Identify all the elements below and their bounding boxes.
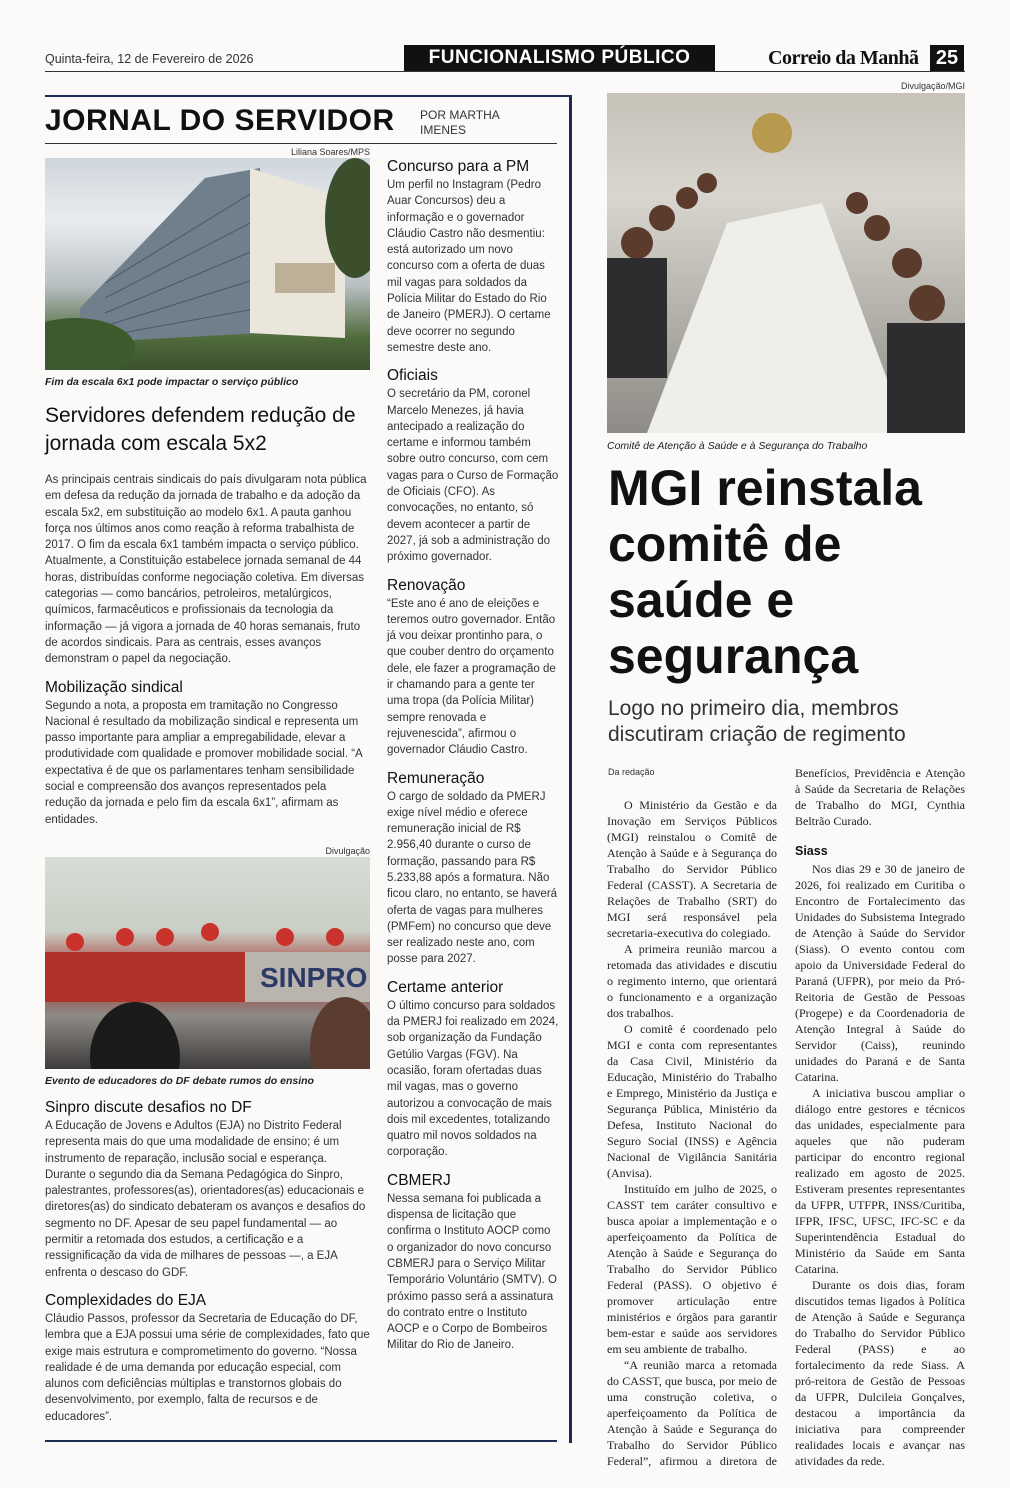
title-divider <box>45 143 557 144</box>
left-column <box>45 402 370 828</box>
subhead: Mobilização sindical <box>45 678 183 696</box>
banner-text: SINPRO <box>260 962 368 993</box>
subhead: Remuneração <box>387 769 485 787</box>
article-paragraph: A iniciativa buscou ampliar o diálogo entre gestores e técnicos das unidades, especialmente para aqueles que não puderam participar do encontro regional realizado em agosto de 2025. Estiveram presentes representantes da UFPR, UTFPR, INSS/Curitiba, IFPR, IFSC, UFSC, IFC-SC e da Superintendência Estadual do Ministério da Saúde em Santa Catarina. <box>795 1086 965 1276</box>
article-paragraph: O Ministério da Gestão e da Inovação em Serviços Públicos (MGI) reinstalou o Comitê de Atenção à Saúde e à Segurança do Trabalho do Servidor Público Federal (CASST). A Secretaria de Relações de Trabalho (SRT) do MGI será responsável pela secretaria-executiva do colegiado. <box>607 798 777 940</box>
subhead: Complexidades do EJA <box>45 1291 207 1309</box>
photo-caption: Evento de educadores do DF debate rumos do ensino <box>45 1075 314 1087</box>
event-illustration <box>45 857 370 1069</box>
header-divider <box>45 71 965 72</box>
ministry-building-photo <box>45 158 370 370</box>
subhead: Certame anterior <box>387 978 504 996</box>
newspaper-logo: Correio da Manhã <box>768 47 919 69</box>
article-author: Da redação <box>608 767 655 777</box>
section-label: FUNCIONALISMO PÚBLICO <box>404 45 715 71</box>
photo-caption: Comitê de Atenção à Saúde e à Segurança do Trabalho <box>607 440 868 452</box>
middle-column <box>387 157 559 1354</box>
column-frame-right <box>569 95 572 1443</box>
page-number: 25 <box>930 45 964 71</box>
left-column-lower <box>45 1098 370 1425</box>
article-body <box>607 765 965 1469</box>
issue-date: Quinta-feira, 12 de Fevereiro de 2026 <box>45 52 254 66</box>
subhead: CBMERJ <box>387 1171 451 1189</box>
article-paragraph: O comitê é coordenado pelo MGI e conta com representantes da Casa Civil, Ministério da Educação, Ministério do Trabalho e Emprego, Ministério da Justiça e Segurança Pública, Ministério da Defesa, Instituto Nacional do Seguro Social (INSS) e Agência Nacional de Vigilância Sanitária (Anvisa). <box>607 1022 777 1180</box>
article-headline: Servidores defendem redução de jornada com escala 5x2 <box>45 404 356 455</box>
column-paragraph: O último concurso para soldados da PMERJ foi realizado em 2024, sob organização da Fundação Getúlio Vargas (FGV). Na ocasião, foram ofertadas duas mil vagas, mas o governo autorizou a convocação de mais dois mil excedentes, totalizando quatro mil novos soldados na corporação. <box>387 999 559 1159</box>
subhead: Concurso para a PM <box>387 158 530 175</box>
article-paragraph: A primeira reunião marcou a retomada das atividades e discutiu o regimento interno, que orientará o funcionamento e a organização dos trabalhos. <box>607 942 777 1020</box>
column-paragraph: Um perfil no Instagram (Pedro Auar Concursos) deu a informação e o governador Cláudio Castro não desmentiu: está autorizado um novo concurso com a oferta de duas mil vagas para soldados da Polícia Militar do Estado do Rio de Janeiro (PMERJ). O certame deve ocorrer no segundo semestre deste ano. <box>387 179 551 354</box>
column-paragraph: O cargo de soldado da PMERJ exige nível médio e oferece remuneração inicial de R$ 2.956,40 durante o curso de formação, passando para R$ 5.233,88 após a formatura. Não ficou claro, no entanto, se haverá oferta de vagas para mulheres (PMFem) no concurso que deve ser realizado neste ano, com posse para 2027. <box>387 790 558 966</box>
photo-credit: Liliana Soares/MPS <box>290 147 370 157</box>
article-paragraph: Durante os dois dias, foram discutidos temas ligados à Política de Atenção à Saúde e Segurança do Trabalho do Servidor Público Federal (PASS) e ao fortalecimento da rede Siass. A pró-reitora de Gestão de Pessoas da UFPR, Dulcileia Gonçalves, destacou a importância da iniciativa para compreender realidades locais e avançar nas atividades da rede. <box>795 1278 965 1468</box>
article-paragraph: Nos dias 29 e 30 de janeiro de 2026, foi realizado em Curitiba o Encontro de Fortalecimento das Unidades do Subsistema Integrado de Atenção à Saúde do Servidor (Siass). O evento contou com apoio da Universidade Federal do Paraná (UFPR), por meio da Pró-Reitoria de Gestão de Pessoas (Progepe) e da Coordenadoria de Atenção Integral à Saúde do Servidor (Caiss), reunindo unidades do Paraná e de Santa Catarina. <box>795 862 965 1084</box>
column-paragraph: O secretário da PM, coronel Marcelo Menezes, já havia antecipado a realização do certame e informou também sobre outro concurso, com cem vagas para o Curso de Formação de Oficiais (CFO). As convocações, no entanto, só devem acontecer a partir de 2027, já sob a administração do próximo governador. <box>387 388 559 564</box>
article-paragraph: “A reunião marca a retomada do CASST, que busca, por meio de uma construção coletiva, o aperfeiçoamento da Política de Atenção à Saúde e Segurança do Trabalho do Servidor Público Federal”, afirmou a diretora de Benefícios, Previdência e Atenção à Saúde da Secretaria de Relações de Trabalho do MGI, Cynthia Beltrão Curado. <box>607 766 965 1468</box>
column-paragraph: Nessa semana foi publicada a dispensa de licitação que confirma o Instituto AOCP como o organizador do novo concurso CBMERJ para o Serviço Militar Temporário Voluntário (SMTV). O próximo passo será a assinatura do contrato entre o Instituto AOCP e o Corpo de Bombeiros Militar do Rio de Janeiro. <box>387 1192 558 1352</box>
article-headline: MGI reinstala comitê de saúde e segurança <box>608 460 922 684</box>
subhead: Sinpro discute desafios no DF <box>45 1099 252 1116</box>
column-frame-top <box>45 95 572 97</box>
committee-meeting-photo <box>607 93 965 433</box>
subhead: Oficiais <box>387 367 438 385</box>
article-paragraph: As principais centrais sindicais do país divulgaram nota pública em defesa da redução da jornada de trabalho e da adoção da escala 5x2, em substituição ao modelo 6x1. A pauta ganhou força nos últimos anos como reação à reforma trabalhista de 2017. O fim da escala 6x1 também impacta o serviço público. Atualmente, a Constituição estabelece jornada semanal de 44 horas, distribuídas conforme negociação coletiva. Em diversas categorias — como bancários, petroleiros, metalúrgicos, químicos, farmacêuticos e profissionais da tecnologia da informação — já vigora a jornada de 40 horas semanais, fruto de acordos sindicais. Para as centrais, esses avanços demonstram o papel da negociação. <box>45 474 367 666</box>
article-paragraph: Instituído em julho de 2025, o CASST tem caráter consultivo e busca apoiar a implementação e o aperfeiçoamento da Política de Atenção à Saúde e Segurança do Trabalho do Servidor Público Federal (PASS). O objetivo é promover articulação entre ministérios e órgãos para garantir bem-estar e saúde aos servidores em seu ambiente de trabalho. <box>607 1182 777 1356</box>
column-frame-bottom <box>45 1440 557 1442</box>
column-paragraph: “Este ano é ano de eleições e teremos outro governador. Então já vou deixar prontinho para, o que couber dentro do orçamento dele, ele fazer a programação de ir chamando para a gente ter uma tropa (da Polícia Militar) sempre renovada e rejuvenescida”, afirmou o governador Cláudio Castro. <box>387 597 556 757</box>
subhead: Renovação <box>387 576 466 594</box>
photo-caption: Fim da escala 6x1 pode impactar o serviço público <box>45 376 299 388</box>
article-paragraph: Cláudio Passos, professor da Secretaria de Educação do DF, lembra que a EJA possui uma série de complexidades, fato que exige mais estrutura e comprometimento do governo. “Nossa realidade é de uma demanda por educação especial, com alunos com deficiências múltiplas e transtornos globais do desenvolvimento, por exemplo, falta de recursos e de educadores”. <box>45 1312 370 1423</box>
photo-credit: Divulgação <box>325 846 370 856</box>
article-subhead: Siass <box>795 844 828 858</box>
column-title: JORNAL DO SERVIDOR <box>45 104 395 137</box>
photo-credit: Divulgação/MGI <box>900 81 965 91</box>
educators-event-photo <box>45 857 370 1069</box>
building-illustration <box>45 158 370 370</box>
article-subheadline: Logo no primeiro dia, membros discutiram criação de regimento <box>608 697 906 746</box>
article-paragraph: Segundo a nota, a proposta em tramitação no Congresso Nacional é resultado da mobilização sindical e representa um passo importante para ampliar a empregabilidade, elevar a produtividade com qualidade e promover mobilidade social. “A expectativa é de que os parlamentares tenham sensibilidade social e compreensão dos avanços representados pela redução da jornada e pelo fim da escala 6x1”, afirmam as entidades. <box>45 699 363 826</box>
article-paragraph: A Educação de Jovens e Adultos (EJA) no Distrito Federal representa mais do que uma modalidade de ensino; é um instrumento de reparação, inclusão social e esperança. Durante o segundo dia da Semana Pedagógica do Sinpro, palestrantes, professores(as), orientadores(as) educacionais e diretores(as) do sindicato debateram os avanços e desafios do segmento no DF. Apesar de seu papel fundamental — ao permitir a retomada dos estudos, a certificação e a ressignificação da vida de milhares de pessoas —, a EJA enfrenta o descaso do GDF. <box>45 1120 366 1279</box>
meeting-illustration <box>607 93 965 433</box>
column-byline: POR MARTHA IMENES <box>420 108 500 137</box>
